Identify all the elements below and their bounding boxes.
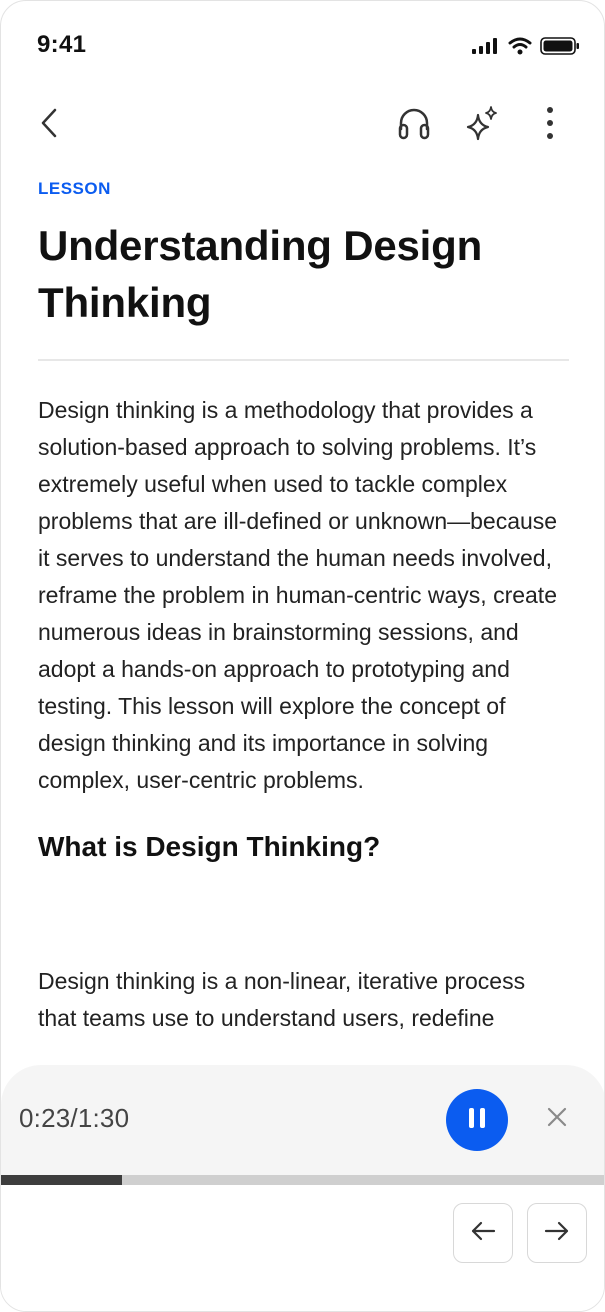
back-button[interactable] [31,105,67,145]
arrow-right-icon [544,1221,570,1246]
top-actions [394,101,570,149]
top-app-bar [1,97,604,155]
next-page-button[interactable] [527,1203,587,1263]
ai-assist-button[interactable] [462,101,502,149]
bottom-navigation [1,1185,605,1311]
section-paragraph: Design thinking is a non-linear, iterative process that teams use to understand users, redefine [38,968,526,1031]
status-bar [1,1,604,93]
close-icon [546,1106,568,1133]
section-heading: What is Design Thinking? [38,831,381,862]
playback-progress-bar[interactable] [1,1175,605,1185]
more-options-button[interactable] [530,101,570,149]
signal-icon [472,38,500,59]
chevron-left-icon [40,107,58,144]
audio-player [1,1065,605,1175]
battery-icon [540,37,580,60]
close-player-button[interactable] [541,1103,573,1135]
lesson-title: Understanding Design Thinking [38,222,483,326]
playback-time [19,1103,129,1134]
total-time: 1:30 [77,1103,130,1133]
current-time: 0:23 [19,1103,71,1133]
pause-icon [466,1106,488,1135]
previous-page-button[interactable] [453,1203,513,1263]
status-time: 9:41 [37,31,87,58]
progress-fill [1,1175,122,1185]
listen-button[interactable] [394,101,434,149]
sparkle-icon [464,105,500,146]
time-separator: / [70,1103,78,1133]
lesson-content [38,171,569,1061]
arrow-left-icon [470,1221,496,1246]
status-icons [472,37,580,60]
divider [38,359,569,361]
lesson-intro-paragraph: Design thinking is a methodology that provides a solution-based approach to solving problems. It’s extremely useful when used to tackle complex problems that are ill-defined or unknown—because it serves to understand the human needs involved, reframe the problem in human-centric ways, create numerous ideas in brainstorming sessions, and adopt a hands-on approach to prototyping and testing. This lesson will explore the concept of design thinking and its importance in solving complex, user-centric problems. [38,397,558,793]
pause-button[interactable] [446,1089,508,1151]
more-vertical-icon [545,106,555,145]
wifi-icon [508,37,532,60]
lesson-label: LESSON [38,179,111,198]
headphones-icon [396,105,432,146]
